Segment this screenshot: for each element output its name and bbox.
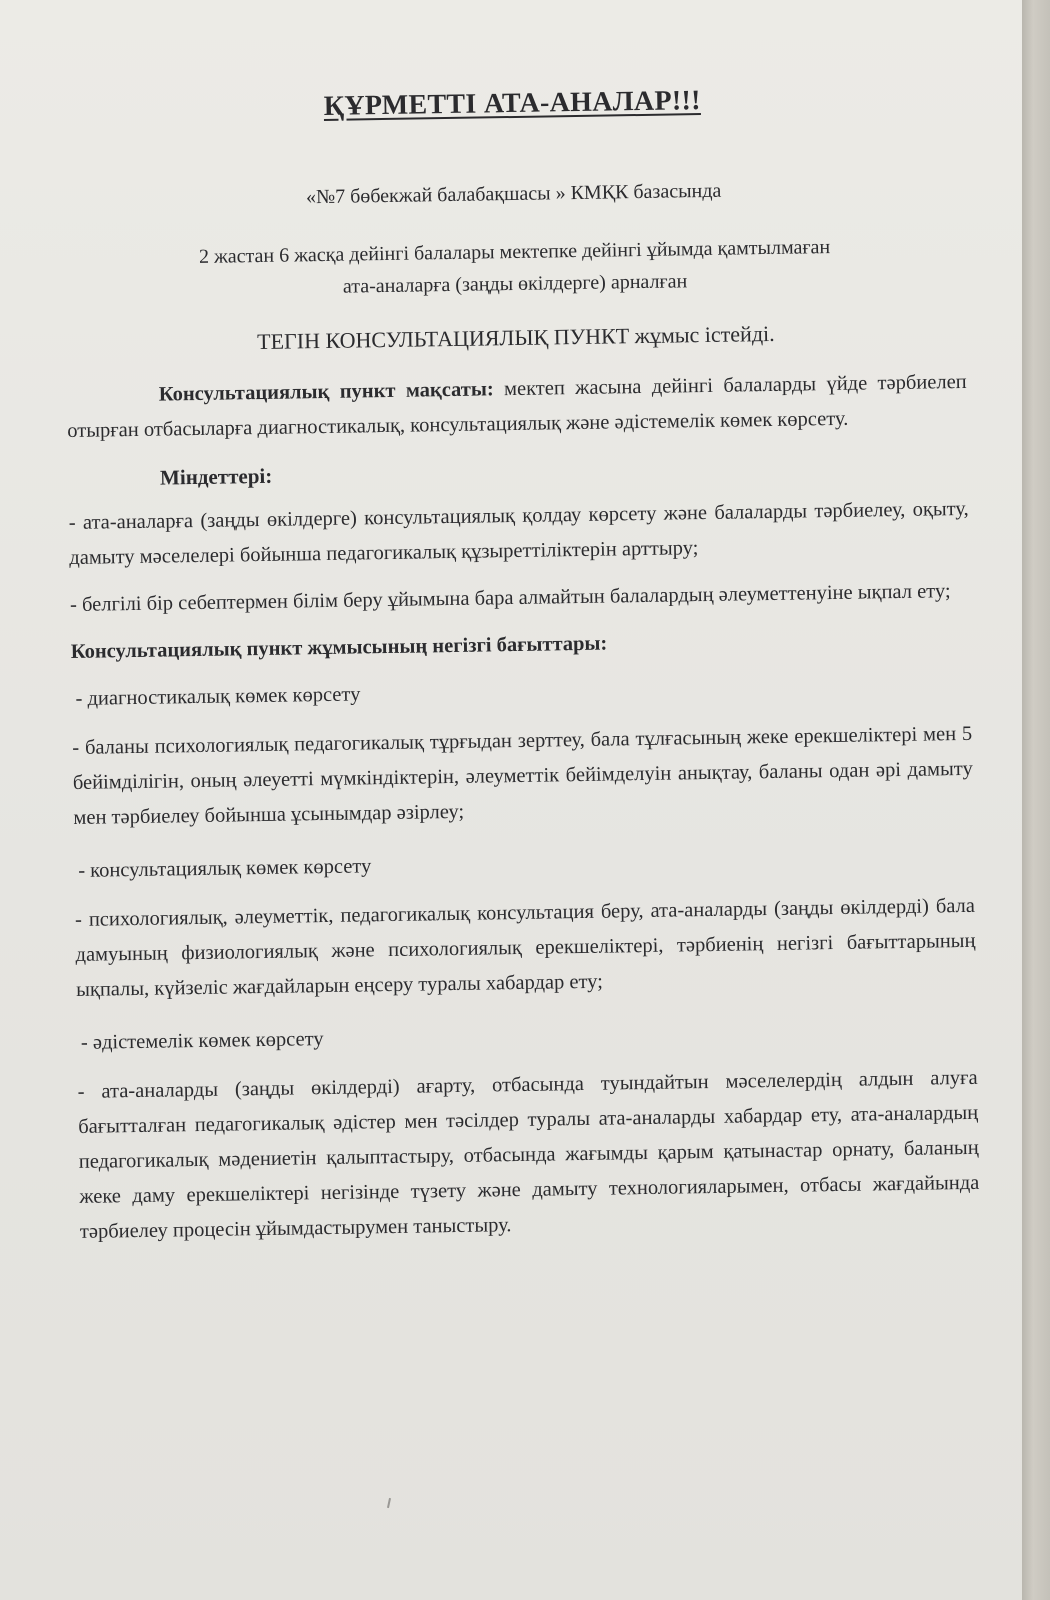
page-stack-edge: [1022, 0, 1050, 1600]
tasks-heading: Міндеттері:: [159, 463, 273, 490]
directions-heading: Консультациялық пункт жұмысының негізгі бағыттары:: [70, 632, 608, 663]
direction-3-text: - ата-аналарды (заңды өкілдерді) ағарту, отбасында туындайтын мәселелердің алдын алуға бағытталған педагогикалық әдістер мен тәсілдер туралы ата-аналарды хабардар ету, ата-аналардың педагогикалық мәдениетін қалыптастыру, отбасында жағымды қарым қатынастар орнату, баланың жеке даму ерекшеліктері негізінде түзету және дамыту технологияларымен, отбасы жағдайында тәрбиелеу процесін ұйымдастырумен таныстыру.: [77, 1066, 980, 1243]
task-item-2: - белгілі бір себептермен білім беру ұйымына бара алмайтын балалардың әлеуметтенуіне ықпал ету;: [69, 580, 951, 617]
direction-1-title: - диагностикалық көмек көрсету: [75, 683, 361, 710]
direction-3-title: - әдістемелік көмек көрсету: [80, 1028, 324, 1054]
goal-label: Консультациялық пункт мақсаты:: [158, 378, 494, 406]
document-body: [62, 81, 980, 1262]
goal-text: мектеп жасына дейінгі балаларды үйде тәрбиелеп отырған отбасыларға диагностикалық, консультациялық және әдістемелік көмек көрсету.: [67, 370, 967, 443]
institution-line: «№7 бөбекжай балабақшасы » КМҚК базасында: [305, 179, 722, 209]
goal-paragraph: [67, 365, 968, 449]
audience-line-1: 2 жастан 6 жасқа дейінгі балалары мектепке дейінгі ұйымда қамтылмаған: [198, 236, 831, 268]
document-title: ҚҰРМЕТТІ АТА-АНАЛАР!!!: [323, 85, 701, 122]
direction-2-title: - консультациялық көмек көрсету: [78, 855, 372, 882]
audience-line-2: ата-аналарға (заңды өкілдерге) арналған: [342, 270, 688, 298]
task-item-1: - ата-аналарға (заңды өкілдерге) консультациялық қолдау көрсету және балаларды тәрбиелеу, оқыту, дамыту мәселелері бойынша педагогикалық құзыреттіліктерін арттыру;: [68, 497, 969, 570]
direction-2-text: - психологиялық, әлеуметтік, педагогикалық консультация беру, ата-аналарды (заңды өкілдерді) бала дамуының физиологиялық және психологиялық ерекшеліктері, тәрбиенің негізгі бағыттарының ықпалы, күйзеліс жағдайларын еңсеру туралы хабардар ету;: [74, 894, 976, 1001]
direction-1-text: - баланы психологиялық педагогикалық тұрғыдан зерттеу, бала тұлғасының жеке ерекшеліктері мен 5 бейімділігін, оның әлеуетті мүмкіндіктерін, әлеуметтік бейімделуін анықтау, баланы одан әрі дамыту мен тәрбиелеу бойынша ұсынымдар әзірлеу;: [72, 722, 973, 829]
announcement-line: ТЕГІН КОНСУЛЬТАЦИЯЛЫҚ ПУНКТ жұмыс істейді.: [256, 320, 775, 355]
pencil-mark: [387, 1498, 391, 1508]
